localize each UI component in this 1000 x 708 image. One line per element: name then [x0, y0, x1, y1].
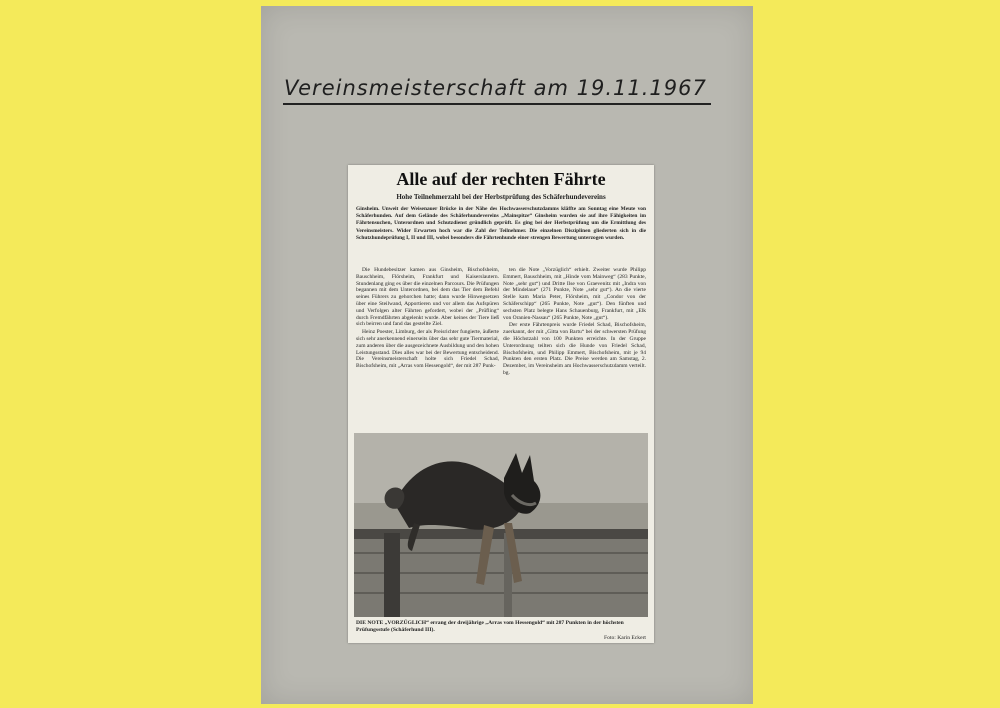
caption-text: DIE NOTE „VORZÜGLICH“ errang der dreijährige „Arras vom Hessengold“ mit 287 Punkten in der höchsten Prüfungsstufe (Schäferhund III). — [356, 620, 624, 634]
article-subheadline: Hohe Teilnehmerzahl bei der Herbstprüfung des Schäferhundevereins — [396, 193, 606, 201]
photo-illustration — [354, 433, 648, 617]
article-column-left — [356, 267, 499, 422]
heading-underline — [283, 103, 711, 105]
paragraph: Heinz Poester, Limburg, der als Preisrichter fungierte, äußerte sich sehr anerkennend einerseits über das sehr gute Tiermaterial, zum anderen über die ausgezeichnete Ausbildung und den hohen Leistungsstand. Dies alles war bei der Bewertung entscheidend. Die Vereinsmeisterschaft holte sich Friedel Schad, Bischofsheim, mit „Arras vom Hessengold“, der mit 287 Punk- — [356, 329, 499, 370]
article-column-right — [503, 267, 646, 422]
paragraph: Der erste Fährtenpreis wurde Friedel Schad, Bischofsheim, zuerkannt, der mit „Gitta von Bartu“ bei der schwersten Prüfung die Höchstzahl von 100 Punkten erreichte. In der Gruppe Unterordnung teilten sich die Hunde von Friedel Schad, Bischofsheim, und Philipp Emmert, Bischofsheim, mit je 94 Punkten den ersten Platz. Die Preise werden am Samstag, 2. Dezember, im Vereinsheim am Hochwasserschutzdamm verteilt. bg. — [503, 322, 646, 376]
article-lead: Ginsheim. Unweit der Weisenauer Brücke in der Nähe des Hochwasserschutzdamms kläffte am Sonntag eine Meute von Schäferhunden. Auf dem Gelände des Schäferhundevereins „Mainspitze“ Ginsheim wurden sie auf ihre Fähigkeiten im Fährtensuchen, Unterordnen und Schutzdienst gründlich geprüft. Es ging bei der Herbstprüfung um die Ermittlung des Vereinsmeisters. Wider Erwarten hoch war die Zahl der Teilnehmer. Die einzelnen Disziplinen gliederten sich in die Schutzhundeprüfung I, II und III, wobei besonders die Fährtenhunde einer strengen Bewertung unterzogen wurden. — [356, 206, 646, 241]
paragraph: Die Hundebesitzer kamen aus Ginsheim, Bischofsheim, Bauschheim, Flörsheim, Frankfurt und Kaiserslautern. Stundenlang ging es über die einzelnen Parcours. Die Prüfungen begannen mit dem Unterordnen, bei dem das Tier dem Befehl seines Führers zu gehorchen hatte; dann wurde Hinwegsetzen über eine Steilwand, Apportieren und vor allem das Aufspüren und Verfolgen alter Fährten gefordert, wobei der „Prüfling“ durch Fremdfährten abgelenkt wurde. Aber keines der Tiere ließ sich beirren und fand das gestellte Ziel. — [356, 267, 499, 328]
article-headline: Alle auf der rechten Fährte — [396, 169, 606, 189]
newspaper-clipping — [348, 165, 654, 643]
photo-credit: Foto: Karin Eckert — [604, 635, 646, 641]
page-heading: Vereinsmeisterschaft am 19.11.1967 — [284, 76, 707, 100]
dog-jumping-photo — [354, 433, 648, 617]
photo-caption — [356, 620, 648, 634]
paragraph: ten die Note „Vorzüglich“ erhielt. Zweiter wurde Philipp Emmert, Bauschheim, mit „Hinde vom Mainweg“ (283 Punkte, Note „sehr gut“) und Dritte Ilse von Graevenitz mit „Indra von der Mindelaue“ (271 Punkte, Note „sehr gut“). An die vierte Stelle kam Maria Peter, Flörsheim, mit „Condor von der Schäferschipp“ (265 Punkte, Note „gut“). Den fünften und sechsten Platz belegte Hans Schauenburg, Frankfurt, mit „Elk von Oranien-Nassau“ (265 Punkte, Note „gut“). — [503, 267, 646, 321]
